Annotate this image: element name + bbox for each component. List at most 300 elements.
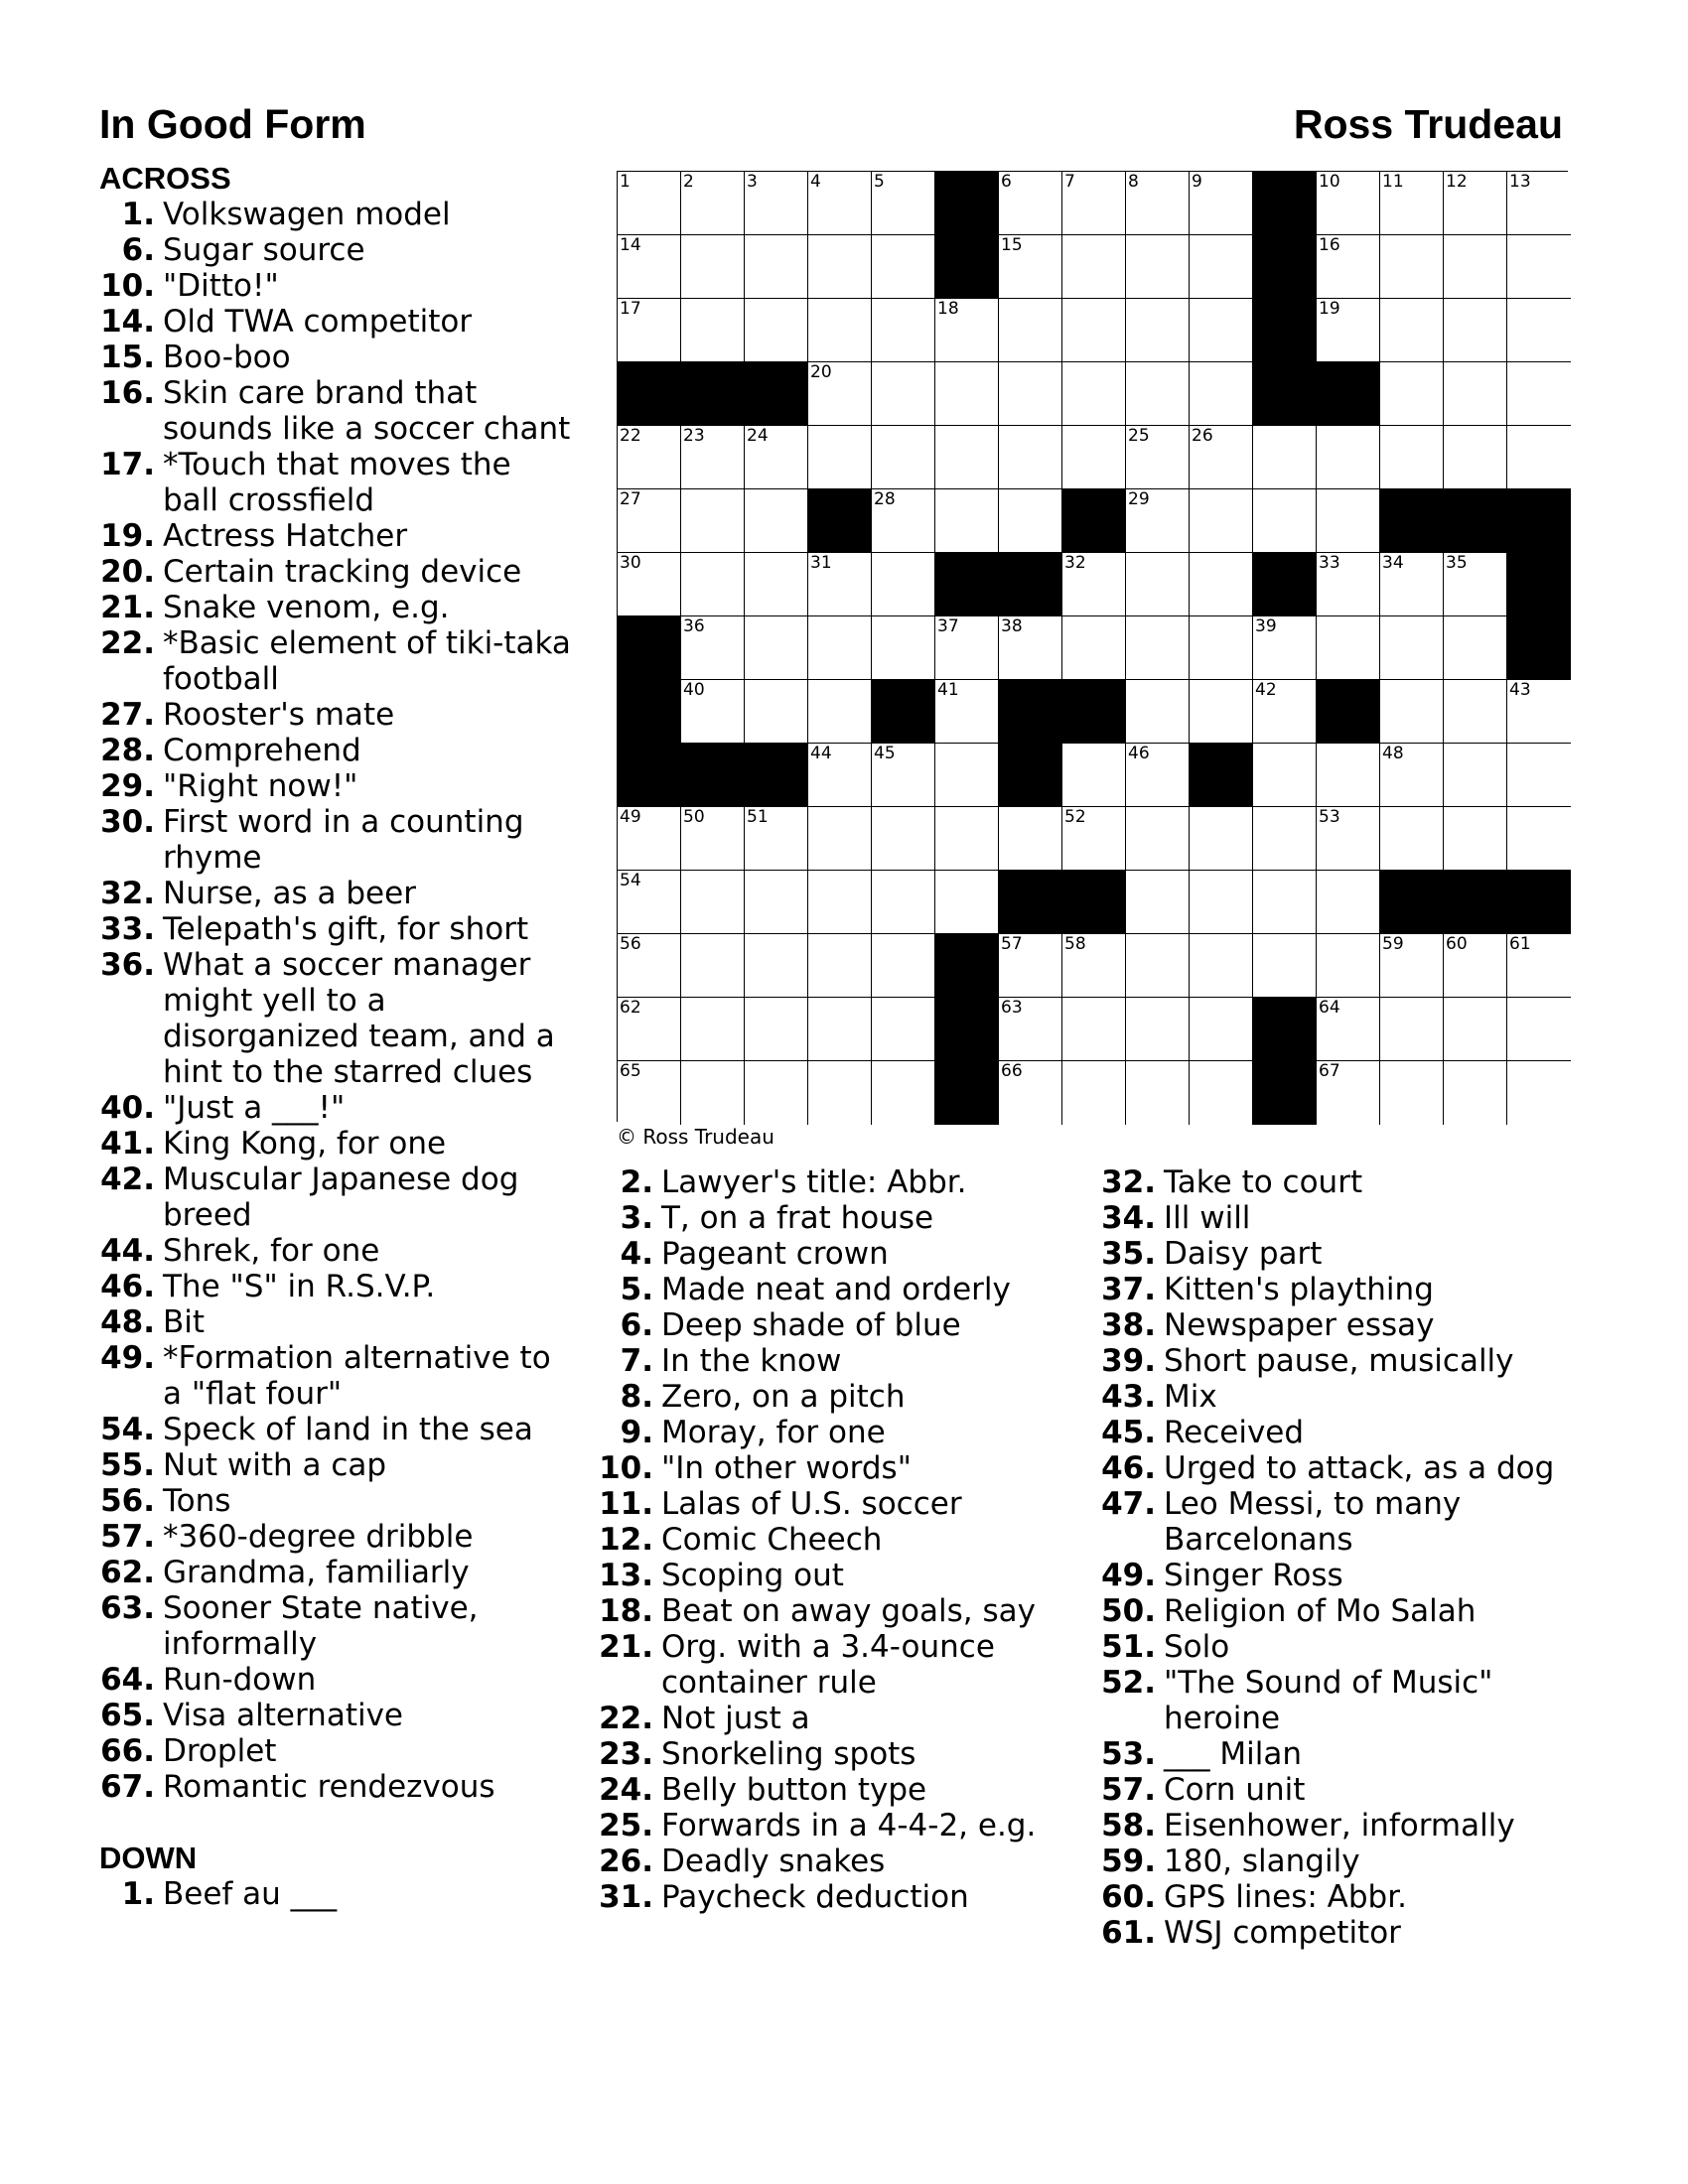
grid-cell[interactable] [1317, 172, 1380, 235]
down-clue [1100, 1558, 1577, 1593]
grid-cell[interactable] [1317, 235, 1380, 299]
grid-cell[interactable] [1380, 616, 1444, 680]
grid-cell[interactable] [1507, 1061, 1571, 1125]
grid-cell[interactable] [1380, 172, 1444, 235]
cell-number: 66 [1001, 1061, 1023, 1081]
grid-cell[interactable] [1317, 489, 1380, 553]
grid-cell[interactable] [935, 299, 999, 362]
grid-cell[interactable] [1062, 235, 1126, 299]
grid-cell[interactable] [999, 362, 1062, 426]
grid-cell[interactable] [1507, 299, 1571, 362]
grid-cell[interactable] [1190, 299, 1253, 362]
grid-cell[interactable] [872, 1061, 935, 1125]
grid-cell[interactable] [745, 616, 808, 680]
grid-cell[interactable] [1190, 616, 1253, 680]
grid-cell[interactable] [745, 489, 808, 553]
grid-cell[interactable] [808, 172, 872, 235]
grid-cell[interactable] [1126, 871, 1190, 934]
grid-cell[interactable] [872, 489, 935, 553]
grid-cell[interactable] [1444, 426, 1507, 489]
grid-cell[interactable] [999, 489, 1062, 553]
grid-cell[interactable] [935, 807, 999, 871]
cell-number: 32 [1064, 553, 1086, 573]
grid-cell[interactable] [1062, 1061, 1126, 1125]
grid-cell[interactable] [999, 998, 1062, 1061]
clue-number: 50. [1101, 1593, 1156, 1629]
clue-number: 46. [1101, 1450, 1156, 1486]
grid-cell[interactable] [745, 553, 808, 616]
grid-block [618, 680, 681, 744]
cell-number: 63 [1001, 998, 1023, 1018]
down-clue [1100, 1307, 1577, 1343]
grid-cell[interactable] [808, 998, 872, 1061]
grid-block [1507, 616, 1571, 680]
grid-cell[interactable] [935, 680, 999, 744]
grid-cell[interactable] [935, 744, 999, 807]
grid-cell[interactable] [1253, 807, 1317, 871]
grid-cell[interactable] [1380, 299, 1444, 362]
grid-cell[interactable] [618, 299, 681, 362]
across-clue [99, 625, 576, 697]
across-clue [99, 447, 576, 518]
grid-block [1190, 744, 1253, 807]
grid-cell[interactable] [618, 871, 681, 934]
grid-cell[interactable] [618, 998, 681, 1061]
grid-cell[interactable] [1190, 1061, 1253, 1125]
grid-cell[interactable] [1317, 426, 1380, 489]
grid-cell[interactable] [872, 998, 935, 1061]
puzzle-title: In Good Form [99, 101, 366, 147]
grid-cell[interactable] [681, 616, 745, 680]
grid-cell[interactable] [1317, 744, 1380, 807]
across-clue [99, 1126, 576, 1161]
grid-cell[interactable] [1062, 807, 1126, 871]
clue-text: Rooster's mate [163, 697, 395, 733]
grid-cell[interactable] [618, 934, 681, 998]
grid-cell[interactable] [999, 235, 1062, 299]
clue-number: 22. [599, 1701, 653, 1736]
grid-cell[interactable] [808, 871, 872, 934]
grid-cell[interactable] [1380, 807, 1444, 871]
grid-cell[interactable] [1062, 998, 1126, 1061]
cell-number: 7 [1064, 172, 1075, 192]
clue-number: 34. [1101, 1200, 1156, 1236]
clue-number: 20. [100, 554, 155, 590]
cell-number: 8 [1128, 172, 1139, 192]
grid-cell[interactable] [1190, 934, 1253, 998]
grid-cell[interactable] [1190, 426, 1253, 489]
across-clue [99, 268, 576, 304]
across-clue [99, 197, 576, 232]
grid-cell[interactable] [808, 807, 872, 871]
grid-cell[interactable] [1317, 1061, 1380, 1125]
grid-cell[interactable] [1190, 362, 1253, 426]
clue-text: Daisy part [1164, 1236, 1323, 1272]
clue-number: 64. [100, 1662, 155, 1698]
clue-text: Telepath's gift, for short [163, 911, 529, 947]
grid-cell[interactable] [872, 426, 935, 489]
cell-number: 11 [1382, 172, 1404, 192]
cell-number: 15 [1001, 235, 1023, 255]
clue-text: Newspaper essay [1164, 1307, 1435, 1343]
clue-number: 42. [100, 1161, 155, 1197]
grid-cell[interactable] [618, 235, 681, 299]
clue-number: 26. [599, 1843, 653, 1879]
grid-cell[interactable] [1062, 299, 1126, 362]
across-clue [99, 1090, 576, 1126]
grid-cell[interactable] [1126, 553, 1190, 616]
grid-cell[interactable] [1126, 934, 1190, 998]
grid-cell[interactable] [935, 616, 999, 680]
grid-cell[interactable] [618, 1061, 681, 1125]
down-clue [598, 1593, 1084, 1629]
cell-number: 41 [937, 680, 959, 700]
grid-cell[interactable] [999, 616, 1062, 680]
clue-number: 29. [100, 768, 155, 804]
across-clue [99, 1733, 576, 1769]
clue-number: 45. [1101, 1415, 1156, 1450]
clue-number: 24. [599, 1772, 653, 1808]
clue-number: 14. [100, 304, 155, 340]
grid-cell[interactable] [1253, 871, 1317, 934]
author-name: Ross Trudeau [1293, 101, 1563, 147]
grid-cell[interactable] [1380, 998, 1444, 1061]
down-clue [598, 1843, 1084, 1879]
down-clue [598, 1772, 1084, 1808]
grid-cell[interactable] [681, 299, 745, 362]
grid-cell[interactable] [808, 1061, 872, 1125]
grid-cell[interactable] [681, 1061, 745, 1125]
cell-number: 2 [683, 172, 694, 192]
grid-cell[interactable] [618, 553, 681, 616]
grid-block [935, 553, 999, 616]
clue-text: King Kong, for one [163, 1126, 447, 1161]
grid-cell[interactable] [1380, 680, 1444, 744]
grid-cell[interactable] [808, 362, 872, 426]
grid-cell[interactable] [1190, 807, 1253, 871]
copyright-notice: © Ross Trudeau [617, 1125, 774, 1149]
clue-column-left [99, 161, 576, 1912]
cell-number: 23 [683, 426, 705, 446]
grid-cell[interactable] [745, 998, 808, 1061]
grid-cell[interactable] [1507, 362, 1571, 426]
grid-cell[interactable] [1380, 744, 1444, 807]
grid-cell[interactable] [1380, 1061, 1444, 1125]
grid-cell[interactable] [999, 299, 1062, 362]
grid-cell[interactable] [808, 934, 872, 998]
grid-cell[interactable] [1062, 934, 1126, 998]
cell-number: 17 [620, 299, 641, 319]
grid-cell[interactable] [745, 426, 808, 489]
clue-text: "Ditto!" [163, 268, 279, 304]
clue-text: Nut with a cap [163, 1447, 387, 1483]
clue-number: 13. [599, 1558, 653, 1593]
grid-cell[interactable] [618, 172, 681, 235]
clue-number: 8. [620, 1379, 653, 1415]
grid-cell[interactable] [1444, 362, 1507, 426]
grid-cell[interactable] [999, 934, 1062, 998]
grid-cell[interactable] [1507, 998, 1571, 1061]
grid-cell[interactable] [745, 299, 808, 362]
grid-cell[interactable] [1253, 426, 1317, 489]
grid-cell[interactable] [1444, 934, 1507, 998]
across-clue [99, 1698, 576, 1733]
clue-number: 19. [100, 518, 155, 554]
down-clue [598, 1879, 1084, 1915]
grid-cell[interactable] [999, 807, 1062, 871]
grid-cell[interactable] [1253, 744, 1317, 807]
grid-cell[interactable] [1253, 616, 1317, 680]
grid-cell[interactable] [1507, 172, 1571, 235]
grid-cell[interactable] [1507, 934, 1571, 998]
grid-cell[interactable] [999, 172, 1062, 235]
grid-cell[interactable] [1507, 426, 1571, 489]
grid-cell[interactable] [1190, 871, 1253, 934]
grid-cell[interactable] [1317, 934, 1380, 998]
clue-number: 59. [1101, 1843, 1156, 1879]
across-clue [99, 876, 576, 911]
grid-cell[interactable] [745, 172, 808, 235]
grid-cell[interactable] [1062, 172, 1126, 235]
down-clue [598, 1450, 1084, 1486]
grid-cell[interactable] [745, 235, 808, 299]
down-clue [598, 1486, 1084, 1522]
grid-cell[interactable] [1126, 616, 1190, 680]
grid-cell[interactable] [1317, 998, 1380, 1061]
grid-cell[interactable] [681, 489, 745, 553]
grid-cell[interactable] [681, 934, 745, 998]
cell-number: 42 [1255, 680, 1277, 700]
grid-cell[interactable] [1126, 235, 1190, 299]
cell-number: 64 [1319, 998, 1340, 1018]
grid-cell[interactable] [1190, 172, 1253, 235]
down-clue [598, 1272, 1084, 1307]
grid-cell[interactable] [1062, 553, 1126, 616]
grid-cell[interactable] [1444, 1061, 1507, 1125]
clue-number: 22. [100, 625, 155, 661]
grid-cell[interactable] [1253, 680, 1317, 744]
grid-cell[interactable] [618, 426, 681, 489]
grid-cell[interactable] [1317, 807, 1380, 871]
grid-cell[interactable] [1444, 680, 1507, 744]
clue-number: 4. [620, 1236, 653, 1272]
clue-number: 2. [620, 1164, 653, 1200]
grid-cell[interactable] [1444, 807, 1507, 871]
grid-cell[interactable] [872, 744, 935, 807]
clue-text: Beat on away goals, say [661, 1593, 1036, 1629]
down-clue [1100, 1736, 1577, 1772]
clue-text: "The Sound of Music" heroine [1164, 1665, 1493, 1736]
grid-cell[interactable] [1317, 616, 1380, 680]
cell-number: 14 [620, 235, 641, 255]
grid-cell[interactable] [681, 807, 745, 871]
grid-block [935, 998, 999, 1061]
across-clue [99, 304, 576, 340]
cell-number: 25 [1128, 426, 1150, 446]
grid-cell[interactable] [1444, 553, 1507, 616]
grid-cell[interactable] [808, 616, 872, 680]
grid-cell[interactable] [618, 807, 681, 871]
clue-number: 31. [599, 1879, 653, 1915]
grid-cell[interactable] [1507, 807, 1571, 871]
cell-number: 44 [810, 744, 832, 763]
clue-number: 48. [100, 1304, 155, 1340]
across-clue-list [99, 197, 576, 1805]
grid-cell[interactable] [1062, 426, 1126, 489]
grid-cell[interactable] [999, 426, 1062, 489]
grid-cell[interactable] [1126, 299, 1190, 362]
grid-block [1253, 235, 1317, 299]
grid-cell[interactable] [1190, 998, 1253, 1061]
grid-cell[interactable] [1126, 807, 1190, 871]
grid-cell[interactable] [1190, 680, 1253, 744]
grid-cell[interactable] [1126, 362, 1190, 426]
grid-cell[interactable] [1062, 744, 1126, 807]
grid-cell[interactable] [745, 934, 808, 998]
grid-cell[interactable] [1190, 235, 1253, 299]
grid-cell[interactable] [872, 362, 935, 426]
grid-cell[interactable] [1126, 1061, 1190, 1125]
grid-cell[interactable] [1507, 235, 1571, 299]
grid-cell[interactable] [1190, 553, 1253, 616]
grid-cell[interactable] [1444, 616, 1507, 680]
grid-cell[interactable] [872, 235, 935, 299]
grid-cell[interactable] [872, 616, 935, 680]
grid-cell[interactable] [1253, 489, 1317, 553]
grid-block [1507, 489, 1571, 553]
grid-cell[interactable] [1380, 235, 1444, 299]
grid-cell[interactable] [1126, 744, 1190, 807]
grid-cell[interactable] [1380, 934, 1444, 998]
grid-cell[interactable] [999, 1061, 1062, 1125]
cell-number: 36 [683, 616, 705, 636]
grid-cell[interactable] [1126, 426, 1190, 489]
cell-number: 40 [683, 680, 705, 700]
grid-block [999, 871, 1062, 934]
grid-cell[interactable] [681, 553, 745, 616]
cell-number: 4 [810, 172, 821, 192]
grid-cell[interactable] [808, 299, 872, 362]
grid-cell[interactable] [681, 235, 745, 299]
clue-text: First word in a counting rhyme [163, 804, 524, 876]
grid-cell[interactable] [1444, 299, 1507, 362]
grid-cell[interactable] [1444, 172, 1507, 235]
grid-cell[interactable] [1253, 934, 1317, 998]
down-clue [1100, 1808, 1577, 1843]
clue-number: 46. [100, 1269, 155, 1304]
grid-cell[interactable] [1317, 553, 1380, 616]
across-clue [99, 1662, 576, 1698]
grid-cell[interactable] [1380, 553, 1444, 616]
grid-cell[interactable] [681, 680, 745, 744]
grid-cell[interactable] [872, 871, 935, 934]
grid-cell[interactable] [618, 489, 681, 553]
down-clue [1100, 1879, 1577, 1915]
grid-cell[interactable] [1190, 489, 1253, 553]
grid-block [1062, 871, 1126, 934]
grid-cell[interactable] [1126, 680, 1190, 744]
grid-cell[interactable] [1126, 172, 1190, 235]
grid-cell[interactable] [1317, 299, 1380, 362]
grid-cell[interactable] [745, 871, 808, 934]
grid-cell[interactable] [745, 680, 808, 744]
grid-cell[interactable] [745, 1061, 808, 1125]
grid-cell[interactable] [681, 426, 745, 489]
grid-cell[interactable] [935, 426, 999, 489]
grid-cell[interactable] [872, 299, 935, 362]
clue-text: Zero, on a pitch [661, 1379, 906, 1415]
grid-cell[interactable] [808, 744, 872, 807]
grid-cell[interactable] [808, 680, 872, 744]
grid-block [1253, 362, 1317, 426]
grid-cell[interactable] [808, 235, 872, 299]
grid-cell[interactable] [872, 934, 935, 998]
down-clue [598, 1200, 1084, 1236]
clue-number: 43. [1101, 1379, 1156, 1415]
grid-cell[interactable] [1062, 362, 1126, 426]
grid-block [1380, 871, 1444, 934]
grid-cell[interactable] [1507, 680, 1571, 744]
grid-cell[interactable] [1317, 871, 1380, 934]
across-clue [99, 1483, 576, 1519]
grid-cell[interactable] [872, 553, 935, 616]
grid-cell[interactable] [745, 807, 808, 871]
clue-text: GPS lines: Abbr. [1164, 1879, 1407, 1915]
clue-number: 57. [1101, 1772, 1156, 1808]
cell-number: 54 [620, 871, 641, 890]
clue-number: 7. [620, 1343, 653, 1379]
clue-text: Lalas of U.S. soccer [661, 1486, 962, 1522]
cell-number: 57 [1001, 934, 1023, 954]
grid-cell[interactable] [872, 807, 935, 871]
cell-number: 31 [810, 553, 832, 573]
clue-text: Boo-boo [163, 340, 291, 375]
clue-number: 12. [599, 1522, 653, 1558]
clue-number: 3. [620, 1200, 653, 1236]
clue-number: 32. [1101, 1164, 1156, 1200]
grid-cell[interactable] [1444, 744, 1507, 807]
clue-text: *Basic element of tiki-taka football [163, 625, 571, 697]
grid-cell[interactable] [1380, 362, 1444, 426]
grid-cell[interactable] [1380, 426, 1444, 489]
grid-cell[interactable] [681, 172, 745, 235]
grid-cell[interactable] [872, 172, 935, 235]
grid-cell[interactable] [935, 362, 999, 426]
grid-block [935, 172, 999, 235]
grid-cell[interactable] [1062, 616, 1126, 680]
grid-cell[interactable] [681, 998, 745, 1061]
grid-cell[interactable] [808, 426, 872, 489]
grid-cell[interactable] [1126, 489, 1190, 553]
grid-cell[interactable] [1126, 998, 1190, 1061]
grid-block [745, 362, 808, 426]
grid-cell[interactable] [808, 553, 872, 616]
grid-block [935, 934, 999, 998]
across-clue [99, 1269, 576, 1304]
clue-text: Snake venom, e.g. [163, 590, 450, 625]
grid-cell[interactable] [935, 489, 999, 553]
grid-cell[interactable] [935, 871, 999, 934]
grid-block [1317, 362, 1380, 426]
grid-cell[interactable] [1507, 744, 1571, 807]
down-clue-list-left [99, 1876, 576, 1912]
grid-cell[interactable] [1444, 998, 1507, 1061]
grid-cell[interactable] [1444, 235, 1507, 299]
clue-text: Not just a [661, 1701, 810, 1736]
grid-cell[interactable] [681, 871, 745, 934]
grid-block [1253, 553, 1317, 616]
clue-number: 54. [100, 1412, 155, 1447]
